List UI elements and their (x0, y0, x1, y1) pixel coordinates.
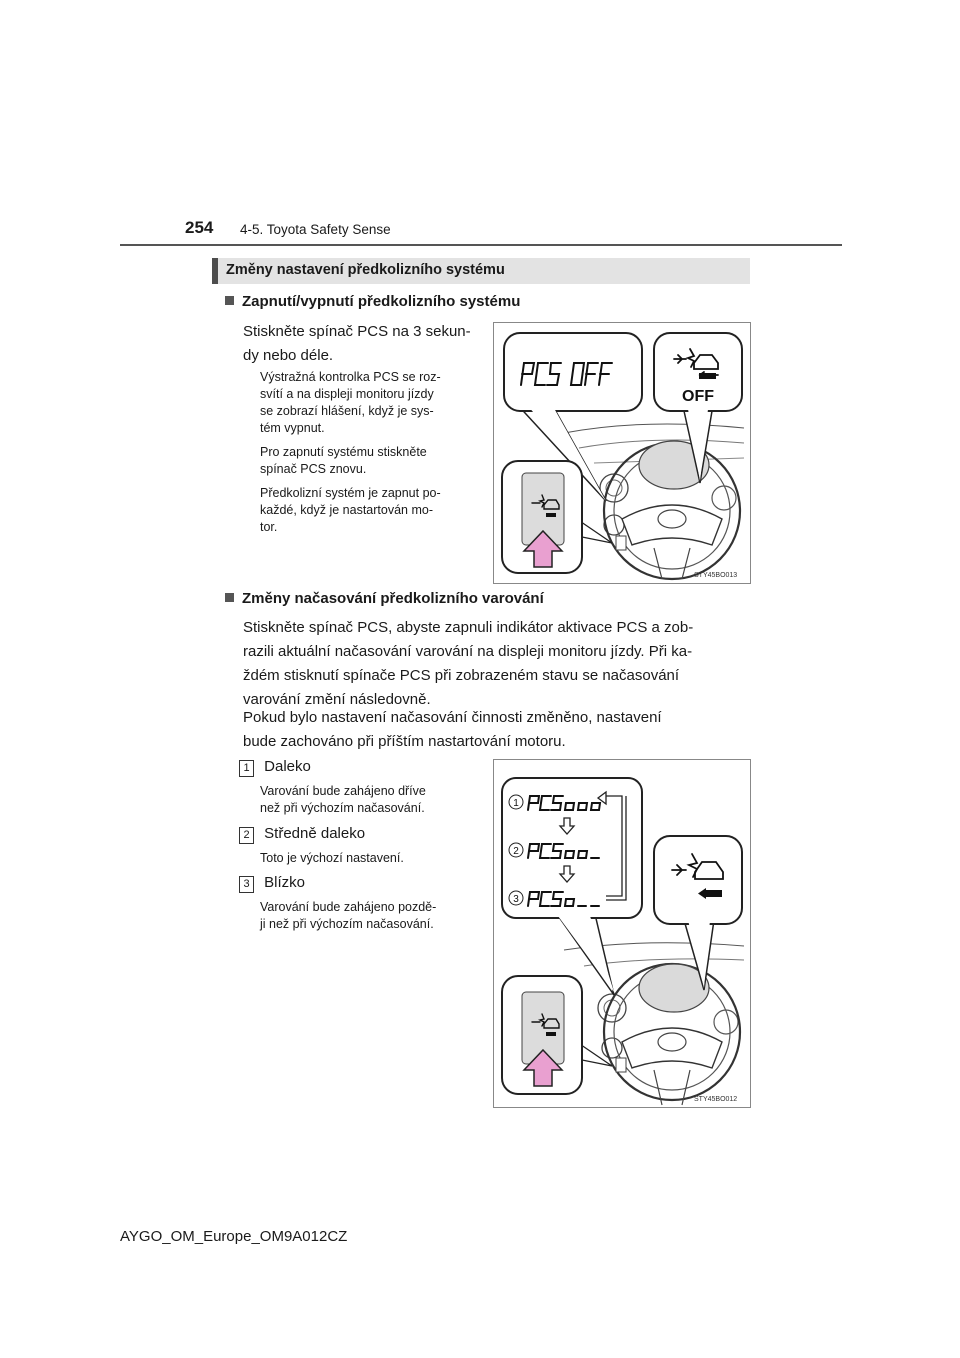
off-label: OFF (682, 388, 714, 405)
square-bullet-icon (225, 593, 234, 602)
text-line: ždém stisknutí spínače PCS při zobrazeném stavu se načasování (243, 667, 680, 684)
block1-intro (243, 320, 491, 368)
timing-item-far-desc (260, 783, 490, 817)
text-line: než při výchozím načasování. (260, 801, 425, 815)
figure-pcs-timing (493, 759, 751, 1108)
figure-pcs-off (493, 322, 751, 584)
text-line: se zobrazí hlášení, když je sys- (260, 404, 434, 418)
block2-paragraph-2 (243, 706, 743, 754)
item-label: Daleko (264, 758, 311, 775)
text-line: Pro zapnutí systému stiskněte (260, 445, 427, 459)
text-line: ji než při výchozím načasování. (260, 917, 434, 931)
text-line: Varování bude zahájeno dříve (260, 784, 426, 798)
block2-paragraph-1 (243, 616, 750, 712)
subheading-on-off-text: Zapnutí/vypnutí předkolizního systému (242, 293, 521, 310)
subheading-on-off (225, 293, 520, 310)
text-line: Pokud bylo nastavení načasování činnosti změněno, nastavení (243, 709, 662, 726)
text-line: Výstražná kontrolka PCS se roz- (260, 370, 441, 384)
item-number: 3 (239, 876, 254, 893)
text-line: každé, když je nastartován mo- (260, 503, 433, 517)
row-number: 3 (513, 894, 519, 905)
text-line: tor. (260, 520, 278, 534)
text-line: svítí a na displeji monitoru jízdy (260, 387, 434, 401)
item-number: 2 (239, 827, 254, 844)
footer-doc-code: AYGO_OM_Europe_OM9A012CZ (120, 1228, 348, 1245)
figure-id: STY45BO012 (694, 1096, 738, 1103)
text-line: tém vypnut. (260, 421, 325, 435)
block1-note-2 (260, 444, 486, 478)
text-line: Stiskněte spínač PCS na 3 sekun- (243, 323, 471, 340)
item-label: Středně daleko (264, 825, 366, 842)
text-line: varování změní následovně. (243, 691, 431, 708)
section-heading-bar (212, 258, 750, 284)
figure-pcs-timing-illustration (494, 760, 750, 1107)
text-line: spínač PCS znovu. (260, 462, 367, 476)
text-line: Toto je výchozí nastavení. (260, 851, 404, 865)
timing-item-medium (239, 822, 365, 846)
block1-note-3 (260, 485, 486, 536)
text-line: bude zachováno při příštím nastartování motoru. (243, 733, 566, 750)
chapter-title: 4-5. Toyota Safety Sense (240, 222, 391, 237)
text-line: Varování bude zahájeno pozdě- (260, 900, 437, 914)
section-title: Změny nastavení předkolizního systému (226, 262, 505, 278)
header-rule (120, 244, 842, 246)
section-accent (212, 258, 218, 284)
text-line: Stiskněte spínač PCS, abyste zapnuli indikátor aktivace PCS a zob- (243, 619, 694, 636)
timing-item-medium-desc (260, 850, 490, 867)
page-number: 254 (185, 218, 214, 237)
timing-item-near (239, 871, 305, 895)
timing-item-near-desc (260, 899, 490, 933)
block1-note-1 (260, 369, 486, 437)
subheading-timing-text: Změny načasování předkolizního varování (242, 590, 544, 607)
square-bullet-icon (225, 296, 234, 305)
figure-id: STY45BO013 (694, 572, 738, 579)
item-number: 1 (239, 760, 254, 777)
row-number: 1 (513, 798, 519, 809)
figure-pcs-off-illustration (494, 323, 750, 583)
text-line: razili aktuální načasování varování na displeji monitoru jízdy. Při ka- (243, 643, 693, 660)
row-number: 2 (513, 846, 519, 857)
item-label: Blízko (264, 874, 306, 891)
timing-item-far (239, 755, 311, 779)
subheading-timing (225, 590, 544, 607)
text-line: dy nebo déle. (243, 347, 334, 364)
text-line: Předkolizní systém je zapnut po- (260, 486, 441, 500)
